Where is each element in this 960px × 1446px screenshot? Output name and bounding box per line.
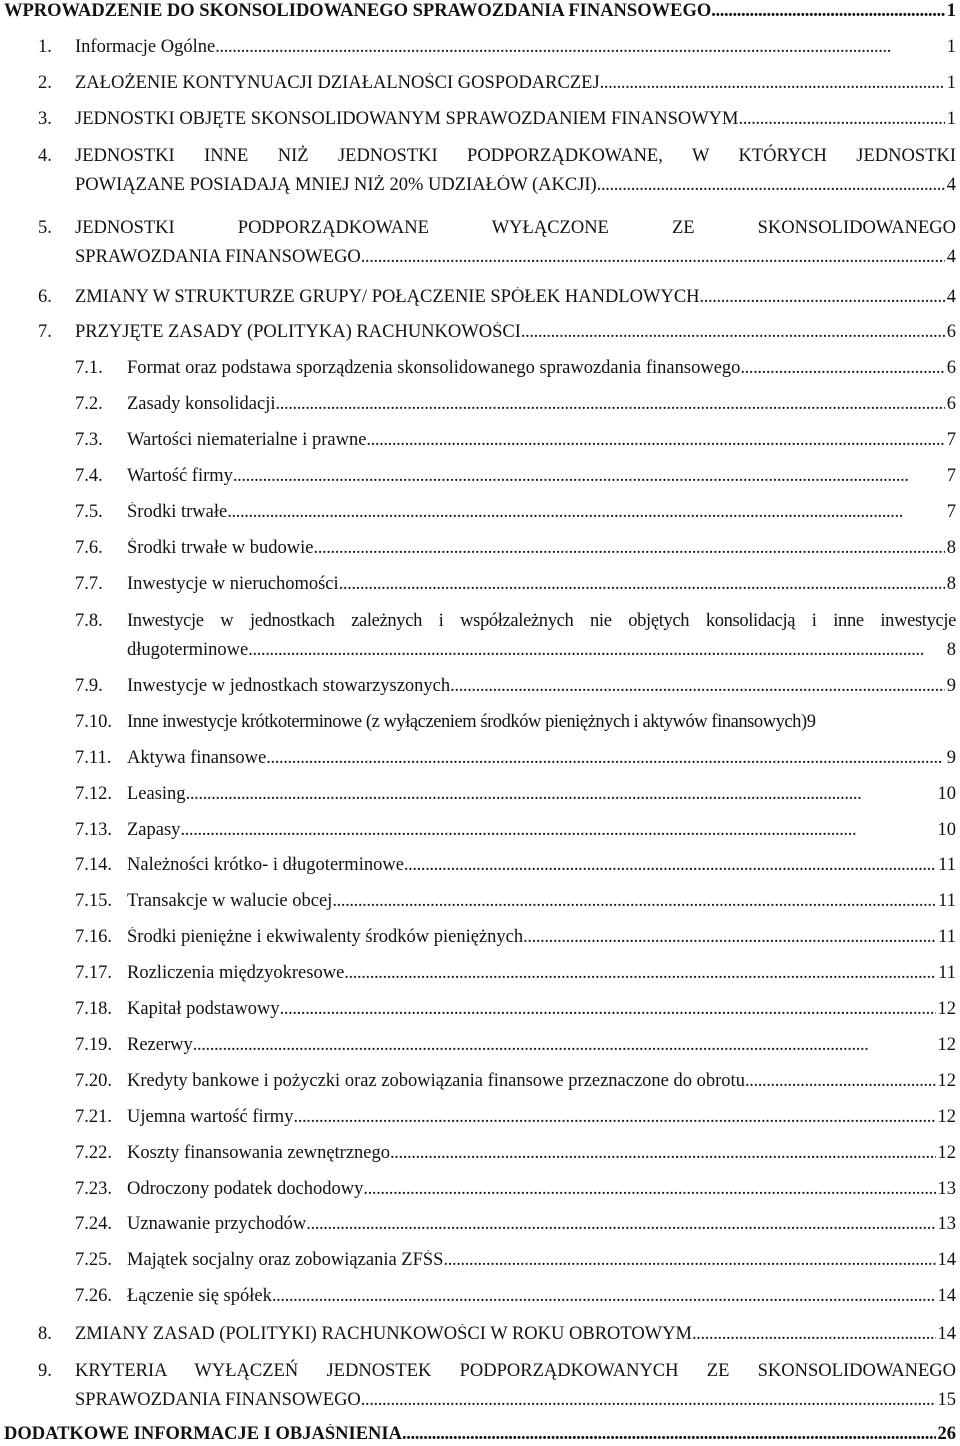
toc-entry-title: Leasing [127, 784, 186, 804]
toc-entry-page: 12 [937, 1107, 956, 1127]
toc-entry-page: 9 [806, 712, 816, 732]
toc-entry-title: Rozliczenia międzyokresowe [127, 963, 345, 983]
toc-entry-number: 4. [38, 146, 52, 166]
toc-entry-outro[interactable] [4, 1424, 956, 1444]
toc-entry-page: 13 [937, 1179, 956, 1199]
dot-leader [266, 748, 945, 768]
toc-entry-number: 1. [38, 37, 52, 57]
toc-entry-number: 2. [38, 73, 52, 93]
toc-entry-title: Kredyty bankowe i pożyczki oraz zobowiązania finansowe przeznaczone do obrotu [127, 1071, 745, 1091]
toc-entry-title: Informacje Ogólne [75, 37, 216, 57]
toc-entry-number: 7.2. [75, 394, 103, 414]
toc-entry-number: 7.19. [75, 1035, 112, 1055]
toc-entry-number: 7.16. [75, 927, 112, 947]
toc-entry-page: 14 [937, 1286, 956, 1306]
dot-leader [272, 1286, 936, 1306]
dot-leader [280, 999, 936, 1019]
toc-entry-9[interactable] [38, 1361, 956, 1417]
toc-entry-page: 6 [946, 394, 956, 414]
toc-entry-title: Środki trwałe [127, 502, 228, 522]
toc-entry-title-line1: JEDNOSTKI PODPORZĄDKOWANE WYŁĄCZONE ZE SKONSOLIDOWANEGO [75, 218, 956, 238]
toc-entry-title: Odroczony podatek dochodowy [127, 1179, 364, 1199]
dot-leader [443, 1250, 935, 1270]
toc-entry-number: 7.12. [75, 784, 112, 804]
toc-entry-number: 7.3. [75, 430, 103, 450]
toc-entry-page: 1 [946, 73, 956, 93]
toc-entry-title: WPROWADZENIE DO SKONSOLIDOWANEGO SPRAWOZDANIA FINANSOWEGO [4, 1, 712, 21]
toc-entry-title-line1: KRYTERIA WYŁĄCZEŃ JEDNOSTEK PODPORZĄDKOWANYCH ZE SKONSOLIDOWANEGO [75, 1361, 956, 1381]
toc-entry-number: 7.20. [75, 1071, 112, 1091]
toc-entry-page: 12 [937, 1143, 956, 1163]
dot-leader [390, 1143, 935, 1163]
toc-entry-title: Koszty finansowania zewnętrznego [127, 1143, 391, 1163]
toc-entry-page: 4 [946, 247, 956, 267]
dot-leader [711, 1, 945, 21]
toc-entry-title: Łączenie się spółek [127, 1286, 272, 1306]
toc-entry-number: 7.25. [75, 1250, 112, 1270]
dot-leader [521, 322, 945, 342]
dot-leader [361, 247, 945, 267]
toc-entry-number: 7.11. [75, 748, 112, 768]
toc-subentry-7-8[interactable] [75, 611, 956, 667]
toc-entry-page: 12 [937, 999, 956, 1019]
toc-entry-number: 7. [38, 322, 52, 342]
dot-leader [402, 1424, 936, 1444]
toc-entry-title: Wartość firmy [127, 466, 233, 486]
toc-entry-title-line2: SPRAWOZDANIA FINANSOWEGO [75, 1390, 361, 1410]
toc-entry-page: 12 [937, 1035, 956, 1055]
dot-leader [248, 640, 944, 660]
toc-entry-title: Zasady konsolidacji [127, 394, 276, 414]
toc-entry-page: 14 [937, 1250, 956, 1270]
dot-leader [186, 784, 936, 804]
toc-entry-page: 4 [946, 175, 956, 195]
toc-entry-title: Format oraz podstawa sporządzenia skonsolidowanego sprawozdania finansowego [127, 358, 741, 378]
toc-entry-title: Inwestycje w nieruchomości [127, 574, 339, 594]
toc-entry-title: Kapitał podstawowy [127, 999, 280, 1019]
toc-entry-number: 7.1. [75, 358, 103, 378]
toc-entry-page: 10 [937, 784, 956, 804]
toc-entry-page: 6 [946, 358, 956, 378]
toc-entry-page: 13 [937, 1214, 956, 1234]
dot-leader [344, 963, 936, 983]
dot-leader [193, 1035, 936, 1055]
dot-leader [600, 73, 945, 93]
dot-leader [597, 175, 945, 195]
toc-entry-number: 7.17. [75, 963, 112, 983]
dot-leader [740, 358, 944, 378]
dot-leader [332, 891, 936, 911]
toc-entry-page: 4 [946, 287, 956, 307]
toc-entry-number: 7.14. [75, 855, 112, 875]
toc-entry-page: 8 [946, 640, 956, 660]
toc-entry-title: Należności krótko- i długoterminowe [127, 855, 404, 875]
dot-leader [523, 927, 936, 947]
dot-leader [339, 574, 945, 594]
toc-entry-title: JEDNOSTKI OBJĘTE SKONSOLIDOWANYM SPRAWOZDANIEM FINANSOWYM [75, 109, 739, 129]
toc-entry-title: Inne inwestycje krótkoterminowe (z wyłączeniem środków pieniężnych i aktywów finansowych) [127, 712, 807, 732]
dot-leader [227, 502, 945, 522]
toc-entry-page: 8 [946, 538, 956, 558]
dot-leader [363, 1179, 935, 1199]
dot-leader [700, 287, 945, 307]
toc-entry-number: 8. [38, 1324, 52, 1344]
toc-entry-page: 11 [938, 891, 956, 911]
toc-entry-title: DODATKOWE INFORMACJE I OBJAŚNIENIA [4, 1424, 402, 1444]
toc-entry-title: Zapasy [127, 820, 181, 840]
toc-entry-title: Inwestycje w jednostkach stowarzyszonych [127, 676, 451, 696]
toc-entry-page: 8 [946, 574, 956, 594]
dot-leader [450, 676, 945, 696]
toc-entry-page: 7 [946, 466, 956, 486]
toc-entry-title: PRZYJĘTE ZASADY (POLITYKA) RACHUNKOWOŚCI [75, 322, 521, 342]
toc-entry-page: 14 [937, 1324, 956, 1344]
toc-entry-title: Środki trwałe w budowie [127, 538, 314, 558]
toc-entry-page: 12 [937, 1071, 956, 1091]
toc-entry-number: 7.8. [75, 611, 103, 631]
toc-entry-number: 7.9. [75, 676, 103, 696]
toc-entry-page: 7 [946, 430, 956, 450]
toc-entry-page: 9 [946, 676, 956, 696]
toc-entry-title: Ujemna wartość firmy [127, 1107, 294, 1127]
toc-entry-title: ZAŁOŻENIE KONTYNUACJI DZIAŁALNOŚCI GOSPODARCZEJ [75, 73, 600, 93]
toc-entry-number: 7.7. [75, 574, 103, 594]
toc-entry-title-line1: Inwestycje w jednostkach zależnych i współzależnych nie objętych konsolidacją i inne inwestycje [127, 611, 956, 631]
toc-entry-number: 7.5. [75, 502, 103, 522]
toc-entry-page: 1 [946, 1, 956, 21]
toc-entry-4[interactable] [38, 146, 956, 202]
dot-leader [692, 1324, 936, 1344]
toc-entry-title: Majątek socjalny oraz zobowiązania ZFŚS [127, 1250, 444, 1270]
toc-entry-page: 26 [937, 1424, 956, 1444]
toc-entry-number: 6. [38, 287, 52, 307]
toc-entry-intro[interactable] [4, 1, 956, 21]
toc-entry-number: 9. [38, 1361, 52, 1381]
toc-entry-title-line2: POWIĄZANE POSIADAJĄ MNIEJ NIŻ 20% UDZIAŁÓW (AKCJI) [75, 175, 597, 195]
toc-entry-page: 15 [937, 1390, 956, 1410]
toc-entry-number: 7.13. [75, 820, 112, 840]
toc-entry-title: Transakcje w walucie obcej [127, 891, 333, 911]
toc-entry-page: 1 [946, 109, 956, 129]
toc-entry-title: ZMIANY ZASAD (POLITYKI) RACHUNKOWOŚCI W ROKU OBROTOWYM [75, 1324, 692, 1344]
toc-entry-title: Rezerwy [127, 1035, 193, 1055]
toc-entry-number: 7.21. [75, 1107, 112, 1127]
toc-entry-page: 11 [938, 855, 956, 875]
toc-entry-number: 7.4. [75, 466, 103, 486]
toc-entry-page: 7 [946, 502, 956, 522]
toc-entry-number: 7.18. [75, 999, 112, 1019]
toc-entry-number: 7.10. [75, 712, 112, 732]
dot-leader [293, 1107, 935, 1127]
dot-leader [361, 1390, 936, 1410]
toc-entry-page: 1 [946, 37, 956, 57]
dot-leader [180, 820, 935, 840]
toc-entry-page: 9 [946, 748, 956, 768]
toc-entry-number: 7.23. [75, 1179, 112, 1199]
toc-entry-title-line1: JEDNOSTKI INNE NIŻ JEDNOSTKI PODPORZĄDKOWANE, W KTÓRYCH JEDNOSTKI [75, 146, 956, 166]
toc-entry-page: 6 [946, 322, 956, 342]
toc-entry-title: Wartości niematerialne i prawne [127, 430, 367, 450]
toc-entry-number: 7.15. [75, 891, 112, 911]
toc-entry-page: 11 [938, 963, 956, 983]
toc-entry-number: 7.22. [75, 1143, 112, 1163]
toc-entry-number: 3. [38, 109, 52, 129]
toc-entry-page: 10 [937, 820, 956, 840]
dot-leader [233, 466, 945, 486]
toc-entry-5[interactable] [38, 218, 956, 274]
dot-leader [739, 109, 945, 129]
dot-leader [745, 1071, 936, 1091]
dot-leader [306, 1214, 935, 1234]
dot-leader [314, 538, 945, 558]
toc-entry-title: Uznawanie przychodów [127, 1214, 307, 1234]
toc-entry-title: ZMIANY W STRUKTURZE GRUPY/ POŁĄCZENIE SPÓŁEK HANDLOWYCH [75, 287, 700, 307]
dot-leader [215, 37, 945, 57]
dot-leader [404, 855, 936, 875]
toc-entry-title: Aktywa finansowe [127, 748, 267, 768]
toc-entry-title-line2: SPRAWOZDANIA FINANSOWEGO [75, 247, 361, 267]
dot-leader [275, 394, 944, 414]
toc-entry-title: Środki pieniężne i ekwiwalenty środków pieniężnych [127, 927, 524, 947]
toc-entry-number: 5. [38, 218, 52, 238]
toc-entry-number: 7.24. [75, 1214, 112, 1234]
toc-entry-page: 11 [938, 927, 956, 947]
toc-entry-number: 7.26. [75, 1286, 112, 1306]
dot-leader [366, 430, 944, 450]
toc-entry-number: 7.6. [75, 538, 103, 558]
toc-entry-title-line2: długoterminowe [127, 640, 249, 660]
